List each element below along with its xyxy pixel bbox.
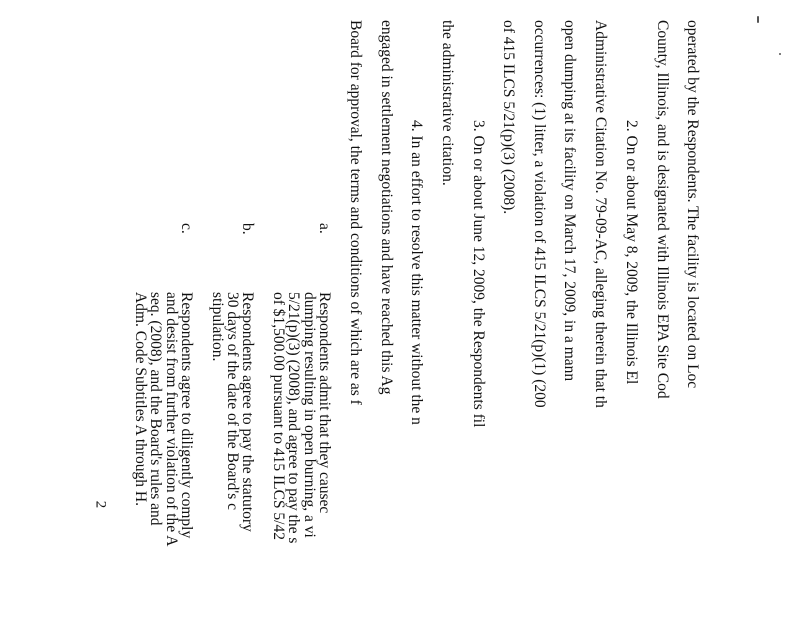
page-number: 2	[92, 500, 109, 509]
doc-line: Adm. Code Subtitles A through H.	[132, 292, 149, 506]
scan-speck	[757, 16, 759, 23]
doc-line: and desist from further violation of the A	[163, 292, 180, 547]
doc-line: Respondents agree to pay the statutory	[239, 292, 256, 532]
doc-line: operated by the Respondents. The facility is located on Loc	[684, 20, 701, 389]
doc-line: Board for approval, the terms and conditions of which are as f	[347, 20, 364, 405]
doc-line: occurrences: (1) litter, a violation of 415 ILCS 5/21(p)(1) (200	[531, 20, 548, 408]
doc-line: 30 days of the date of the Board's c	[224, 292, 241, 511]
doc-line: 2. On or about May 8, 2009, the Illinois El	[623, 120, 640, 385]
doc-line: Respondents admit that they causec	[316, 292, 333, 514]
doc-line: of $1,500.00 pursuant to 415 ILCS 5/42	[270, 292, 287, 540]
doc-line: 4. In an effort to resolve this matter without the n	[408, 120, 425, 425]
doc-line: the administrative citation.	[439, 20, 456, 186]
list-marker: a.	[316, 223, 333, 234]
scan-speck	[779, 53, 781, 55]
list-marker: c.	[178, 223, 195, 234]
doc-line: Administrative Citation No. 79-09-AC, alleging therein that th	[592, 20, 609, 408]
rotated-text-block	[100, 20, 700, 618]
doc-line: 3. On or about June 12, 2009, the Respondents fil	[470, 120, 487, 428]
list-marker: b.	[239, 223, 256, 235]
doc-line: County, Illinois, and is designated with Illinois EPA Site Cod	[654, 20, 671, 399]
doc-line: dumping resulting in open burning, a vi	[301, 292, 318, 538]
doc-line: of 415 ILCS 5/21(p)(3) (2008).	[500, 20, 517, 215]
doc-line: stipulation.	[209, 292, 226, 362]
doc-line: 5/21(p)(3) (2008), and agree to pay the s	[285, 292, 302, 544]
doc-line: engaged in settlement negotiations and have reached this Ag	[378, 20, 395, 395]
doc-line: Respondents agree to diligently comply	[178, 292, 195, 539]
doc-line: seq. (2008), and the Board's rules and	[147, 292, 164, 526]
doc-line: open dumping at its facility on March 17, 2009, in a mann	[561, 20, 578, 382]
